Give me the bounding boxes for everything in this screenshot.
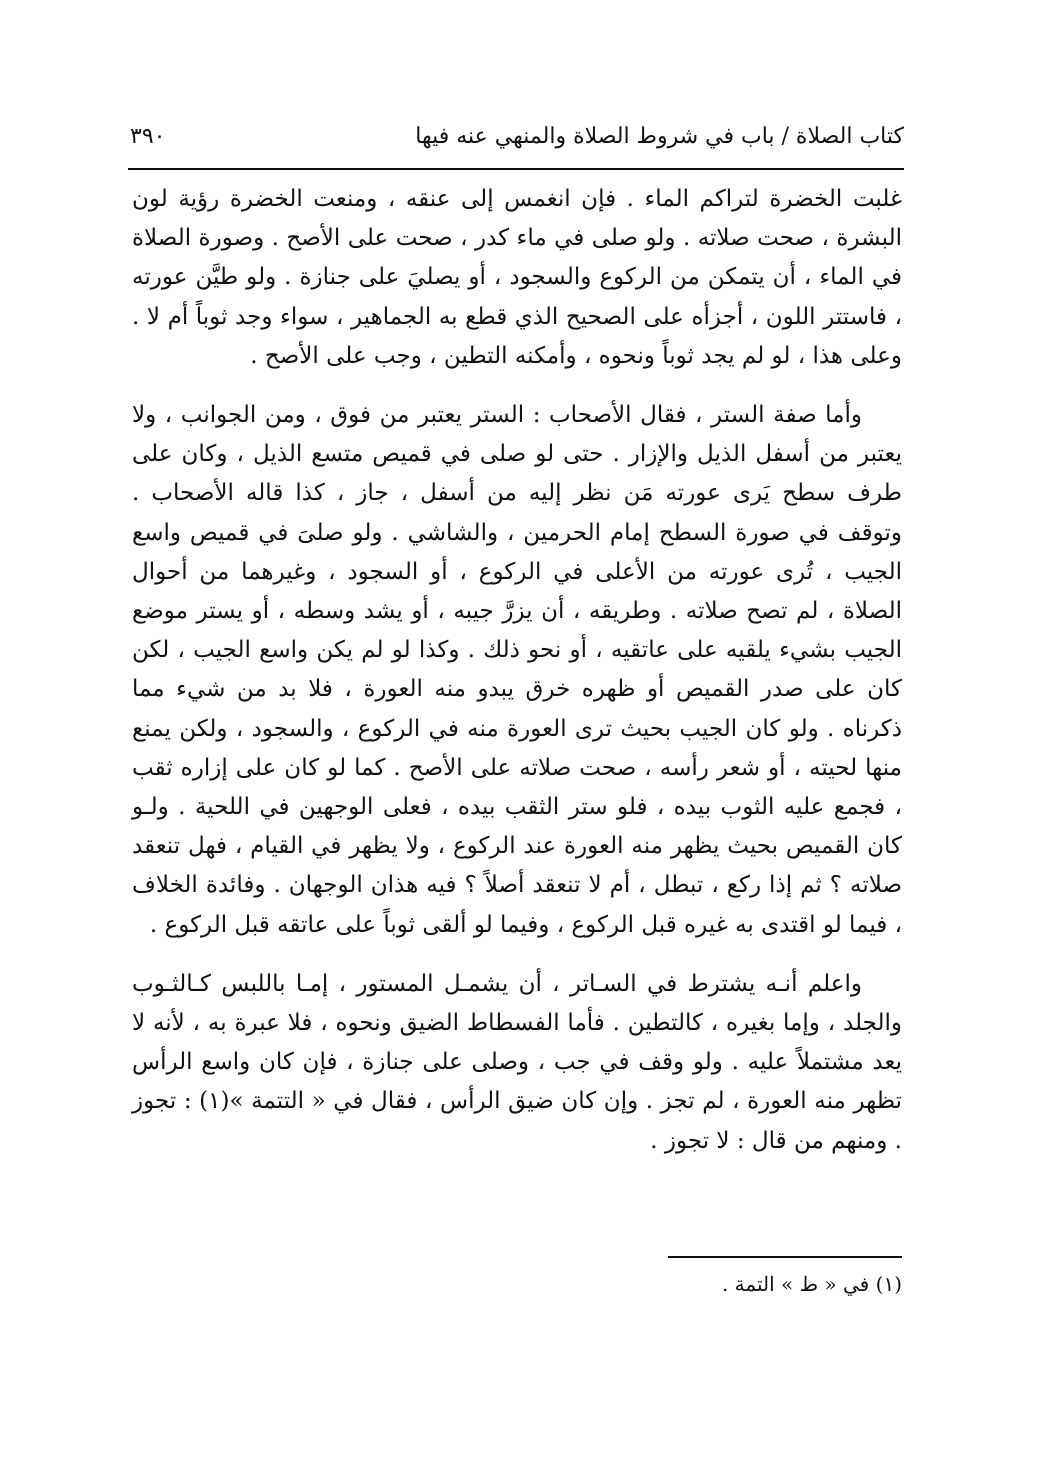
page-header bbox=[130, 112, 904, 160]
page-number: ٣٩٠ bbox=[130, 123, 166, 149]
paragraph-1: غلبت الخضرة لتراكم الماء . فإن انغمس إلى عنقه ، ومنعت الخضرة رؤية لون البشرة ، صحت صلاته . ولو صلى في ماء كدر ، صحت على الأصح . وصورة الصلاة في الماء ، أن يتمكن من الركوع والسجود ، أو يصليَ على جنازة . ولو طيَّن عورته ، فاستتر اللون ، أجزأه على الصحيح الذي قطع به الجماهير ، سواء وجد ثوباً أم لا . وعلى هذا ، لو لم يجد ثوباً ونحوه ، وأمكنه التطين ، وجب على الأصح . bbox=[132, 186, 902, 369]
header-rule bbox=[128, 168, 904, 170]
footnote: (١) في « ط » التمة . bbox=[721, 1272, 902, 1296]
running-title: كتاب الصلاة / باب في شروط الصلاة والمنهي عنه فيها bbox=[415, 123, 904, 149]
footnote-rule bbox=[668, 1256, 902, 1258]
main-text bbox=[132, 180, 902, 1181]
paragraph-3: واعلم أنـه يشترط في السـاتر ، أن يشمـل المستور ، إمـا باللبس كـالثـوب والجلد ، وإما بغيره ، كالتطين . فأما الفسطاط الضيق ونحوه ، فلا عبرة به ، لأنه لا يعد مشتملاً عليه . ولو وقف في جب ، وصلى على جنازة ، فإن كان واسع الرأس تظهر منه العورة ، لم تجز . وإن كان ضيق الرأس ، فقال في « التتمة »(١) : تجوز . ومنهم من قال : لا تجوز . bbox=[132, 970, 902, 1154]
paragraph-2: وأما صفة الستر ، فقال الأصحاب : الستر يعتبر من فوق ، ومن الجوانب ، ولا يعتبر من أسفل الذيل والإزار . حتى لو صلى في قميص متسع الذيل ، وكان على طرف سطح يَرى عورته مَن نظر إليه من أسفل ، جاز ، كذا قاله الأصحاب . وتوقف في صورة السطح إمام الحرمين ، والشاشي . ولو صلىَ في قميص واسع الجيب ، تُرى عورته من الأعلى في الركوع ، أو السجود ، وغيرهما من أحوال الصلاة ، لم تصح صلاته . وطريقه ، أن يزرَّ جيبه ، أو يشد وسطه ، أو يستر موضع الجيب بشيء يلقيه على عاتقيه ، أو نحو ذلك . وكذا لو لم يكن واسع الجيب ، لكن كان على صدر القميص أو ظهره خرق يبدو منه العورة ، فلا بد من شيء مما ذكرناه . ولو كان الجيب بحيث ترى العورة منه في الركوع ، والسجود ، ولكن يمنع منها لحيته ، أو شعر رأسه ، صحت صلاته على الأصح . كما لو كان على إزاره ثقب ، فجمع عليه الثوب بيده ، فلو ستر الثقب بيده ، فعلى الوجهين في اللحية . ولـو كان القميص بحيث يظهر منه العورة عند الركوع ، ولا يظهر في القيام ، فهل تنعقد صلاته ؟ ثم إذا ركع ، تبطل ، أم لا تنعقد أصلاً ؟ فيه هذان الوجهان . وفائدة الخلاف ، فيما لو اقتدى به غيره قبل الركوع ، وفيما لو ألقى ثوباً على عاتقه قبل الركوع . bbox=[132, 402, 902, 938]
